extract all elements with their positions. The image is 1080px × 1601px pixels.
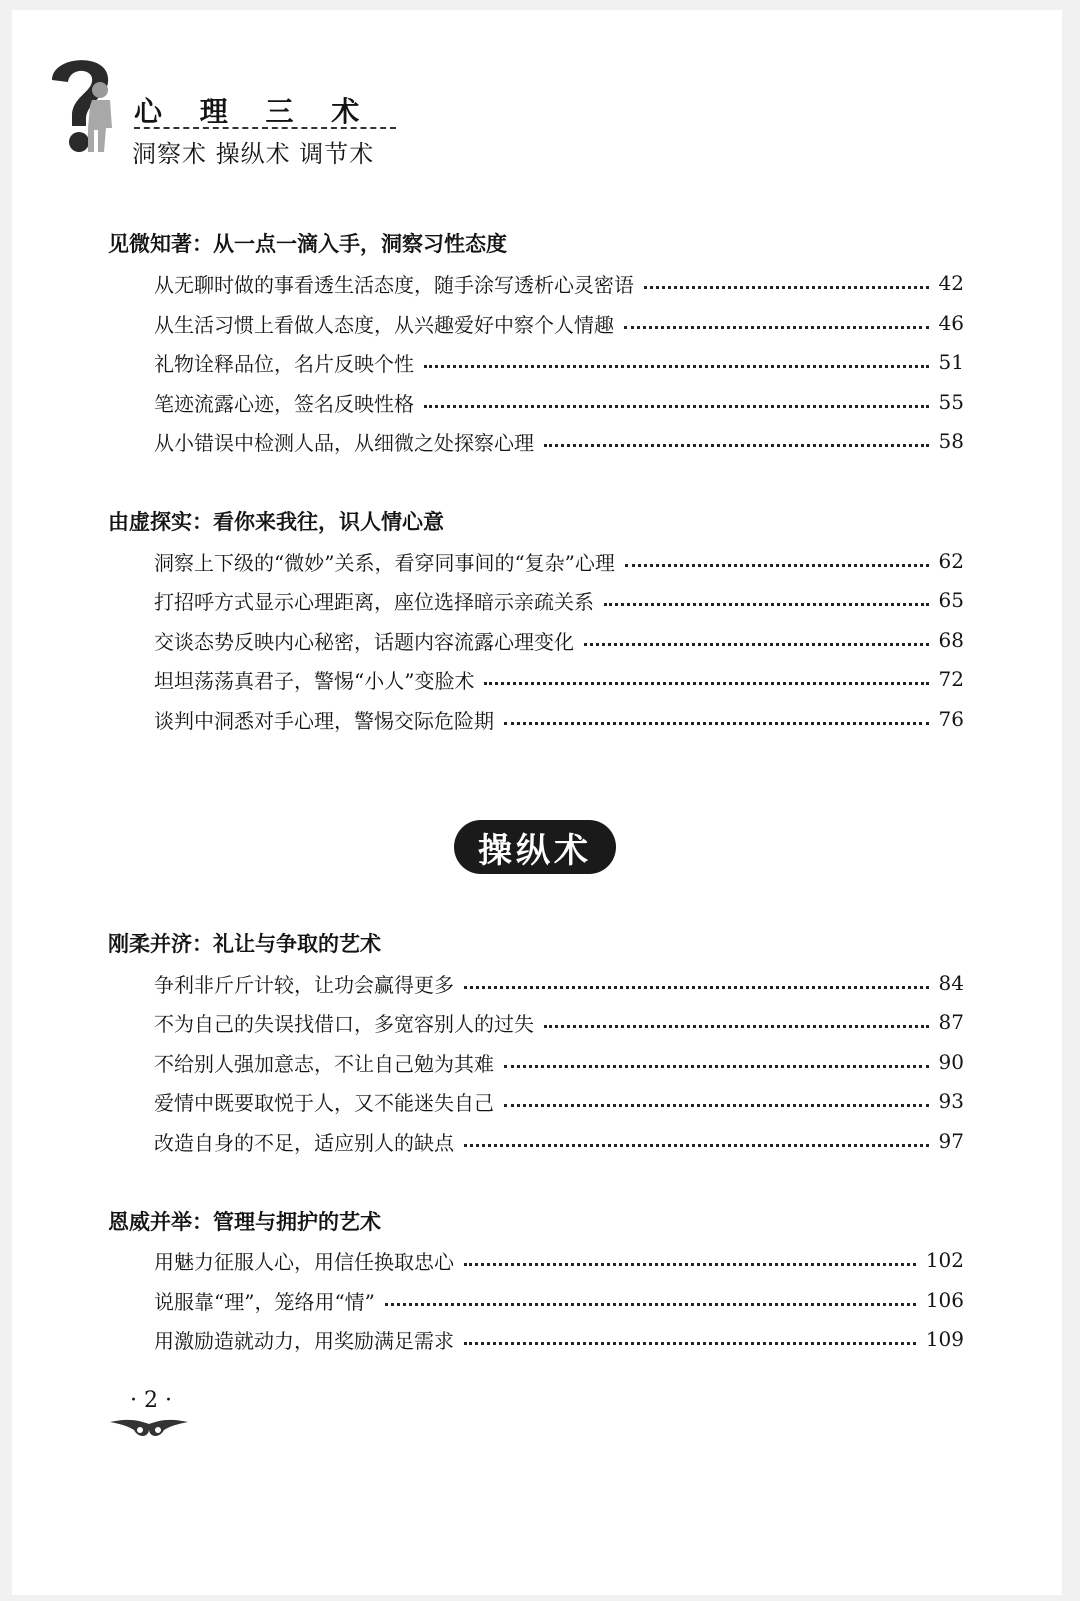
toc-entry-title: 打招呼方式显示心理距离，座位选择暗示亲疏关系 xyxy=(154,589,594,614)
toc-entry-title: 爱情中既要取悦于人，又不能迷失自己 xyxy=(154,1090,494,1115)
toc-entry-page: 42 xyxy=(938,271,964,295)
page-number: · 2 · xyxy=(130,1388,172,1413)
toc-entry-title: 坦坦荡荡真君子，警惕“小人”变脸术 xyxy=(154,668,475,693)
toc-entry[interactable] xyxy=(154,704,964,734)
toc-entry[interactable] xyxy=(154,387,964,417)
dot-leader xyxy=(464,1342,916,1345)
toc-entry-title: 从生活习惯上看做人态度，从兴趣爱好中察个人情趣 xyxy=(154,312,614,337)
toc-entry[interactable] xyxy=(154,968,964,998)
dot-leader xyxy=(625,564,929,567)
toc-entry-page: 72 xyxy=(938,667,964,691)
toc-entry-page: 90 xyxy=(938,1050,964,1074)
toc-entry[interactable] xyxy=(154,347,964,377)
toc-entry-page: 84 xyxy=(938,971,964,995)
dot-leader xyxy=(644,286,929,289)
book-title: 心 理 三 术 xyxy=(134,95,374,128)
toc-entry[interactable] xyxy=(154,1285,964,1315)
toc-entry-page: 97 xyxy=(938,1129,964,1153)
toc-entry-page: 62 xyxy=(938,549,964,573)
toc-entry[interactable] xyxy=(154,625,964,655)
toc-entry[interactable] xyxy=(154,1047,964,1077)
book-subtitle: 洞察术 操纵术 调节术 xyxy=(132,140,375,168)
toc-entry-title: 从小错误中检测人品，从细微之处探察心理 xyxy=(154,430,534,455)
dot-leader xyxy=(544,1025,929,1028)
dot-leader xyxy=(584,643,929,646)
section-title: 见微知著：从一点一滴入手，洞察习性态度 xyxy=(108,232,507,256)
toc-entry-title: 改造自身的不足，适应别人的缺点 xyxy=(154,1130,454,1155)
section-title: 刚柔并济：礼让与争取的艺术 xyxy=(108,932,381,956)
toc-entry-page: 65 xyxy=(938,588,964,612)
toc-entry[interactable] xyxy=(154,664,964,694)
toc-entry-title: 说服靠“理”，笼络用“情” xyxy=(154,1289,375,1314)
dot-leader xyxy=(624,326,929,329)
toc-entry-title: 笔迹流露心迹，签名反映性格 xyxy=(154,391,414,416)
toc-entry-page: 109 xyxy=(925,1327,964,1351)
dot-leader xyxy=(385,1303,916,1306)
dot-leader xyxy=(464,986,929,989)
dot-leader xyxy=(484,682,928,685)
toc-entry-page: 58 xyxy=(938,429,964,453)
dot-leader xyxy=(424,365,929,368)
toc-entry-title: 争利非斤斤计较，让功会赢得更多 xyxy=(154,972,454,997)
toc-entry[interactable] xyxy=(154,426,964,456)
header-rule xyxy=(134,127,396,129)
toc-entry[interactable] xyxy=(154,308,964,338)
section-title: 恩威并举：管理与拥护的艺术 xyxy=(108,1210,381,1234)
dot-leader xyxy=(604,603,929,606)
toc-entry-title: 洞察上下级的“微妙”关系，看穿同事间的“复杂”心理 xyxy=(154,550,615,575)
toc-entry-page: 68 xyxy=(938,628,964,652)
part-banner-label: 操纵术 xyxy=(478,830,592,871)
toc-entry-title: 交谈态势反映内心秘密，话题内容流露心理变化 xyxy=(154,629,574,654)
toc-entry-title: 用魅力征服人心，用信任换取忠心 xyxy=(154,1249,454,1274)
toc-entry-page: 87 xyxy=(938,1010,964,1034)
toc-entry-title: 用激励造就动力，用奖励满足需求 xyxy=(154,1328,454,1353)
toc-entry[interactable] xyxy=(154,1007,964,1037)
document-page xyxy=(12,10,1062,1595)
dot-leader xyxy=(424,405,929,408)
toc-entry[interactable] xyxy=(154,585,964,615)
toc-entry-page: 76 xyxy=(938,707,964,731)
toc-entry[interactable] xyxy=(154,268,964,298)
toc-entry-page: 55 xyxy=(938,390,964,414)
toc-entry-page: 106 xyxy=(925,1288,964,1312)
toc-entry[interactable] xyxy=(154,1324,964,1354)
cloud-scroll-ornament-icon xyxy=(108,1412,190,1442)
dot-leader xyxy=(464,1144,929,1147)
dot-leader xyxy=(504,1065,929,1068)
dot-leader xyxy=(504,1104,929,1107)
dot-leader xyxy=(504,722,929,725)
toc-entry-title: 不给别人强加意志，不让自己勉为其难 xyxy=(154,1051,494,1076)
dot-leader xyxy=(464,1263,916,1266)
toc-entry-page: 46 xyxy=(938,311,964,335)
part-banner xyxy=(454,820,616,874)
toc-entry[interactable] xyxy=(154,1126,964,1156)
toc-entry-title: 从无聊时做的事看透生活态度，随手涂写透析心灵密语 xyxy=(154,272,634,297)
toc-entry-title: 不为自己的失误找借口，多宽容别人的过失 xyxy=(154,1011,534,1036)
section-title: 由虚探实：看你来我往，识人情心意 xyxy=(108,510,444,534)
toc-entry[interactable] xyxy=(154,1245,964,1275)
dot-leader xyxy=(544,444,929,447)
toc-entry[interactable] xyxy=(154,546,964,576)
toc-entry-title: 礼物诠释品位，名片反映个性 xyxy=(154,351,414,376)
toc-entry[interactable] xyxy=(154,1086,964,1116)
toc-entry-page: 102 xyxy=(925,1248,964,1272)
toc-entry-page: 93 xyxy=(938,1089,964,1113)
question-mark-figure-icon xyxy=(42,46,126,156)
toc-entry-page: 51 xyxy=(938,350,964,374)
toc-entry-title: 谈判中洞悉对手心理，警惕交际危险期 xyxy=(154,708,494,733)
